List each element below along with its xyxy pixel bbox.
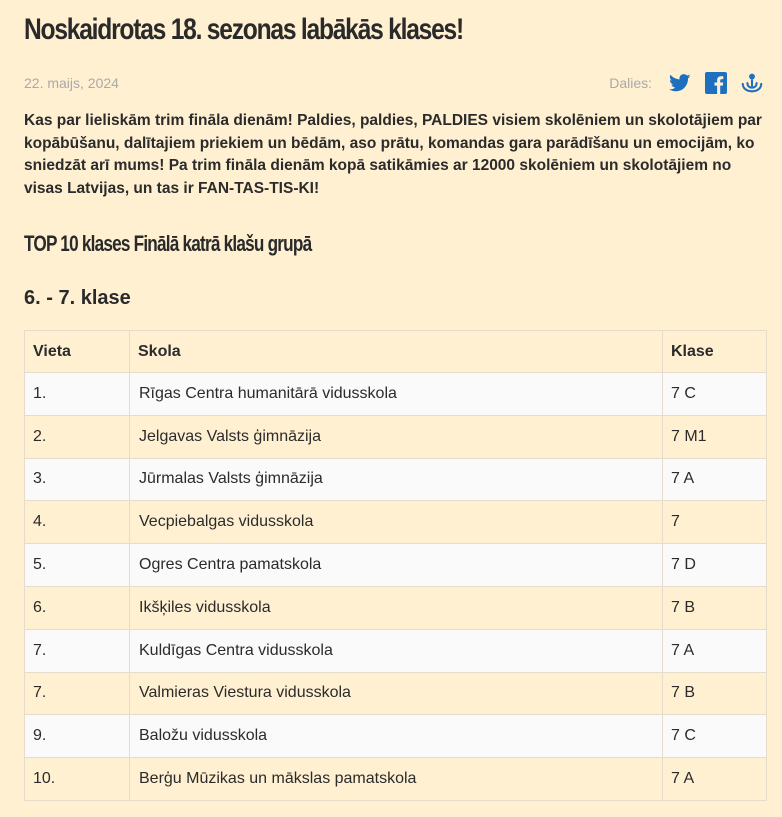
table-row: [25, 629, 767, 672]
cell-school: Jelgavas Valsts ģimnāzija: [130, 415, 663, 458]
cell-school: Jūrmalas Valsts ģimnāzija: [130, 458, 663, 501]
table-row: [25, 373, 767, 416]
cell-place: 3.: [25, 458, 130, 501]
cell-class: 7 A: [663, 629, 767, 672]
table-header-row: [25, 331, 767, 373]
table-row: [25, 501, 767, 544]
table-row: [25, 586, 767, 629]
share-label: Dalies:: [609, 75, 652, 91]
cell-class: 7 C: [663, 373, 767, 416]
section-heading: TOP 10 klases Finālā katrā klašu grupā: [24, 231, 312, 256]
table-row: [25, 458, 767, 501]
cell-school: Ikšķiles vidusskola: [130, 586, 663, 629]
facebook-icon[interactable]: [704, 71, 728, 95]
cell-class: 7: [663, 501, 767, 544]
cell-school: Berģu Mūzikas un mākslas pamatskola: [130, 758, 663, 801]
cell-place: 7.: [25, 629, 130, 672]
table-row: [25, 544, 767, 587]
cell-school: Vecpiebalgas vidusskola: [130, 501, 663, 544]
column-header-place: Vieta: [25, 331, 130, 373]
cell-place: 6.: [25, 586, 130, 629]
article-date: 22. maijs, 2024: [24, 75, 119, 91]
article-meta: [24, 70, 768, 96]
cell-place: 10.: [25, 758, 130, 801]
article: [24, 0, 768, 801]
article-intro: Kas par lieliskām trim fināla dienām! Paldies, paldies, PALDIES visiem skolēniem un skolotājiem par kopābūšanu, dalītajiem priekiem un bēdām, aso prātu, komandas gara parādīšanu un emocijām, ko sniedzāt arī mums! Pa trim fināla dienām kopā satikāmies ar 12000 skolēniem un skolotājiem no visas Latvijas, un tas ir FAN-TAS-TIS-KI!: [24, 112, 762, 197]
cell-class: 7 B: [663, 672, 767, 715]
table-row: [25, 758, 767, 801]
table-row: [25, 715, 767, 758]
cell-place: 7.: [25, 672, 130, 715]
cell-school: Kuldīgas Centra vidusskola: [130, 629, 663, 672]
cell-school: Valmieras Viestura vidusskola: [130, 672, 663, 715]
cell-class: 7 A: [663, 458, 767, 501]
column-header-school: Skola: [130, 331, 663, 373]
cell-place: 9.: [25, 715, 130, 758]
cell-place: 1.: [25, 373, 130, 416]
cell-class: 7 A: [663, 758, 767, 801]
draugiem-icon[interactable]: [740, 71, 764, 95]
cell-class: 7 B: [663, 586, 767, 629]
share-bar: [609, 71, 764, 95]
column-header-class: Klase: [663, 331, 767, 373]
cell-class: 7 D: [663, 544, 767, 587]
cell-class: 7 M1: [663, 415, 767, 458]
table-row: [25, 415, 767, 458]
group-title: 6. - 7. klase: [24, 287, 131, 309]
cell-school: Ogres Centra pamatskola: [130, 544, 663, 587]
cell-place: 4.: [25, 501, 130, 544]
article-title: Noskaidrotas 18. sezonas labākās klases!: [24, 13, 463, 46]
cell-place: 5.: [25, 544, 130, 587]
cell-school: Rīgas Centra humanitārā vidusskola: [130, 373, 663, 416]
table-row: [25, 672, 767, 715]
twitter-icon[interactable]: [668, 71, 692, 95]
cell-class: 7 C: [663, 715, 767, 758]
cell-school: Baložu vidusskola: [130, 715, 663, 758]
ranking-table: [24, 330, 767, 801]
cell-place: 2.: [25, 415, 130, 458]
